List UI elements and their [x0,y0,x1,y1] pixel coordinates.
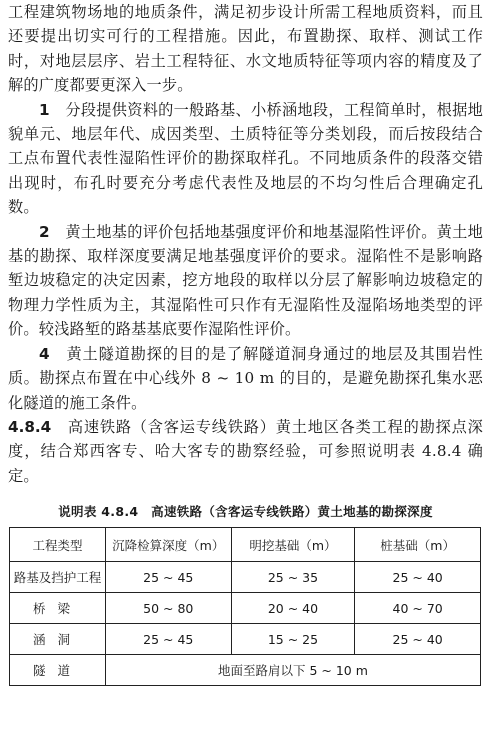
item-2-text: 黄土地基的评价包括地基强度评价和地基湿陷性评价。黄土地基的勘探、取样深度要满足地基强度评价的要求。湿陷性不是影响路堑边坡稳定的决定因素，挖方地段的取样以分层了解影响边坡稳定的物理力学性质为主，其湿陷性可只作有无湿陷性及湿陷场地类型的评价。较浅路堑的路基基底要作湿陷性评价。 [8,222,483,339]
cell-settlement: 50 ~ 80 [105,593,231,624]
cell-pile: 25 ~ 40 [355,562,481,593]
cell-tunnel-depth: 地面至路肩以下 5 ~ 10 m [105,655,480,686]
cell-settlement: 25 ~ 45 [105,624,231,655]
item-2-paragraph [8,220,483,342]
header-open-cut-foundation: 明挖基础（m） [231,528,355,562]
table-caption: 说明表 4.8.4 高速铁路（含客运专线铁路）黄土地基的勘探深度 [58,504,433,520]
table-row [10,593,481,624]
item-4-number: 4 [39,344,50,363]
item-4-text: 黄土隧道勘探的目的是了解隧道洞身通过的地层及其围岩性质。勘探点布置在中心线外 8 ~ 10 m 的目的，是避免勘探孔集水恶化隧道的施工条件。 [8,344,483,412]
cell-pile: 40 ~ 70 [355,593,481,624]
cell-open-cut: 15 ~ 25 [231,624,355,655]
cell-type: 桥梁 [10,593,106,624]
section-4-8-4-paragraph [8,415,483,488]
item-1-text: 分段提供资料的一般路基、小桥涵地段，工程简单时，根据地貌单元、地层年代、成因类型、土质特征等分类划段，而后按段结合工点布置代表性湿陷性评价的勘探取样孔。不同地质条件的段落交错出现时，布孔时要充分考虑代表性及地层的不均匀性后合理确定孔数。 [8,100,483,217]
table-header-row [10,528,481,562]
cell-settlement: 25 ~ 45 [105,562,231,593]
header-settlement-depth: 沉降检算深度（m） [105,528,231,562]
cell-open-cut: 25 ~ 35 [231,562,355,593]
cell-type: 隧道 [10,655,106,686]
cell-type: 路基及挡护工程 [10,562,106,593]
item-4-paragraph [8,342,483,415]
table-row [10,624,481,655]
item-1-paragraph [8,98,483,220]
table-row [10,562,481,593]
cell-pile: 25 ~ 40 [355,624,481,655]
section-number: 4.8.4 [8,417,52,436]
cell-open-cut: 20 ~ 40 [231,593,355,624]
header-pile-foundation: 桩基础（m） [355,528,481,562]
table-row-tunnel [10,655,481,686]
header-engineering-type: 工程类型 [10,528,106,562]
item-2-number: 2 [39,222,50,241]
item-1-number: 1 [39,100,50,119]
exploration-depth-table [9,527,481,686]
intro-paragraph: 工程建筑物场地的地质条件，满足初步设计所需工程地质资料，而且还要提出切实可行的工程措施。因此，布置勘探、取样、测试工作时，对地层层序、岩土工程特征、水文地质特征等项内容的精度及了解的广度都要更深入一步。 [8,3,483,95]
section-text: 高速铁路（含客运专线铁路）黄土地区各类工程的勘探点深度，结合郑西客专、哈大客专的勘察经验，可参照说明表 4.8.4 确定。 [8,417,483,485]
cell-type: 涵洞 [10,624,106,655]
